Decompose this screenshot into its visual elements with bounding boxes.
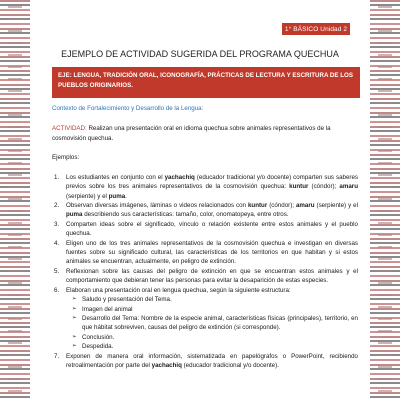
list-item: 1. Los estudiantes en conjunto con el yachachiq (educador tradicional y/o docente) comparten sus saberes previos sobre los tres animales representativos de la cosmovisión quechua: kuntur (cóndor); amaru (serpiente) y el puma. bbox=[54, 173, 358, 200]
list-item: ➢ Conclusión. bbox=[72, 333, 115, 341]
arrow-bullet-icon: ➢ bbox=[72, 305, 77, 312]
list-item: ➢ Saludo y presentación del Tema. bbox=[72, 296, 172, 304]
step-text: Elaboran una presentación oral en lengua quechua, según la siguiente estructura: bbox=[66, 286, 291, 294]
arrow-bullet-icon: ➢ bbox=[72, 343, 77, 350]
step-text: Exponen de manera oral información, sistematizada en papelógrafos o PowerPoint, recibiendo retroalimentación por parte del yachachiq (educador tradicional y/o docente). bbox=[66, 352, 358, 370]
decorative-border-left bbox=[0, 0, 30, 400]
list-item: 5. Reflexionan sobre las causas del peligro de extinción en que se encuentran estos animales y el comportamiento que debieran tener las personas para evitar la desaparición de estas especies. bbox=[54, 267, 358, 285]
arrow-bullet-icon: ➢ bbox=[72, 296, 77, 303]
list-item: 3. Comparten ideas sobre el significado, vínculo o relación existente entre estos animales y el pueblo quechua. bbox=[54, 220, 358, 238]
list-item: ➢ Imagen del animal bbox=[72, 305, 133, 313]
list-item: 7. Exponen de manera oral información, sistematizada en papelógrafos o PowerPoint, recibiendo retroalimentación por parte del yachachiq (educador tradicional y/o docente). bbox=[54, 352, 358, 370]
eje-banner: EJE: LENGUA, TRADICIÓN ORAL, ICONOGRAFÍA, PRÁCTICAS DE LECTURA Y ESCRITURA DE LOS PUEBLOS ORIGINARIOS. bbox=[52, 67, 360, 98]
activity-paragraph bbox=[52, 124, 358, 143]
activity-text: Realizan una presentación oral en idioma quechua sobre animales representativos de la cosmovisión quechua. bbox=[52, 125, 331, 142]
activity-content bbox=[52, 104, 358, 371]
structure-list bbox=[72, 295, 358, 352]
context-heading: Contexto de Fortalecimiento y Desarrollo de la Lengua: bbox=[52, 105, 204, 112]
grade-unit-badge: 1° BÁSICO Unidad 2 bbox=[282, 23, 350, 35]
list-item: ➢ Desarrollo del Tema: Nombre de la especie animal, características físicas (principales), territorio, en que hábitat sobreviven, causas del peligro de extinción (si corresponde). bbox=[72, 315, 358, 332]
arrow-bullet-icon: ➢ bbox=[72, 315, 77, 322]
step-text: Los estudiantes en conjunto con el yachachiq (educador tradicional y/o docente) comparten sus saberes previos sobre los tres animales representativos de la cosmovisión quechua: kuntur (cóndor); amaru (serpiente) y el puma. bbox=[66, 173, 358, 200]
decorative-border-right bbox=[370, 0, 400, 400]
step-text: Reflexionan sobre las causas del peligro de extinción en que se encuentran estos animales y el comportamiento que debieran tener las personas para evitar la desaparición de estas especies. bbox=[66, 267, 358, 285]
page-title: EJEMPLO DE ACTIVIDAD SUGERIDA DEL PROGRAMA QUECHUA bbox=[61, 49, 339, 59]
list-item: 6. Elaboran una presentación oral en lengua quechua, según la siguiente estructura: ➢ Saludo y presentación del Tema. ➢ Imagen del animal ➢ Desarrollo del Tema: Nombre de la especie animal, características físicas (principales), territorio, en que hábitat sobreviven, causas del peligro de extinción (si corresponde). ➢ Conclusión. ➢ Despedida. bbox=[54, 286, 358, 351]
activity-label: ACTIVIDAD: bbox=[52, 125, 87, 133]
steps-list bbox=[52, 173, 358, 371]
list-item: 4. Eligen uno de los tres animales representativos de la cosmovisión quechua e investigan en diversas fuentes sobre su significado cultural, las características de los territorios en que habitan y si estos animales se encuentran, actualmente, en peligro de extinción. bbox=[54, 239, 358, 266]
list-item: 2. Observan diversas imágenes, láminas o videos relacionados con kuntur (cóndor); amaru (serpiente) y el puma describiendo sus características: tamaño, color, onomatopeya, entre otros. bbox=[54, 201, 358, 219]
step-text: Comparten ideas sobre el significado, vínculo o relación existente entre estos animales y el pueblo quechua. bbox=[66, 220, 358, 238]
list-item: ➢ Despedida. bbox=[72, 343, 114, 351]
examples-label: Ejemplos: bbox=[52, 154, 80, 162]
step-text: Eligen uno de los tres animales representativos de la cosmovisión quechua e investigan en diversas fuentes sobre su significado cultural, las características de los territorios en que habitan y si estos animales se encuentran, actualmente, en peligro de extinción. bbox=[66, 239, 358, 266]
step-text: Observan diversas imágenes, láminas o videos relacionados con kuntur (cóndor); amaru (serpiente) y el puma describiendo sus características: tamaño, color, onomatopeya, entre otros. bbox=[66, 201, 358, 219]
arrow-bullet-icon: ➢ bbox=[72, 333, 77, 340]
